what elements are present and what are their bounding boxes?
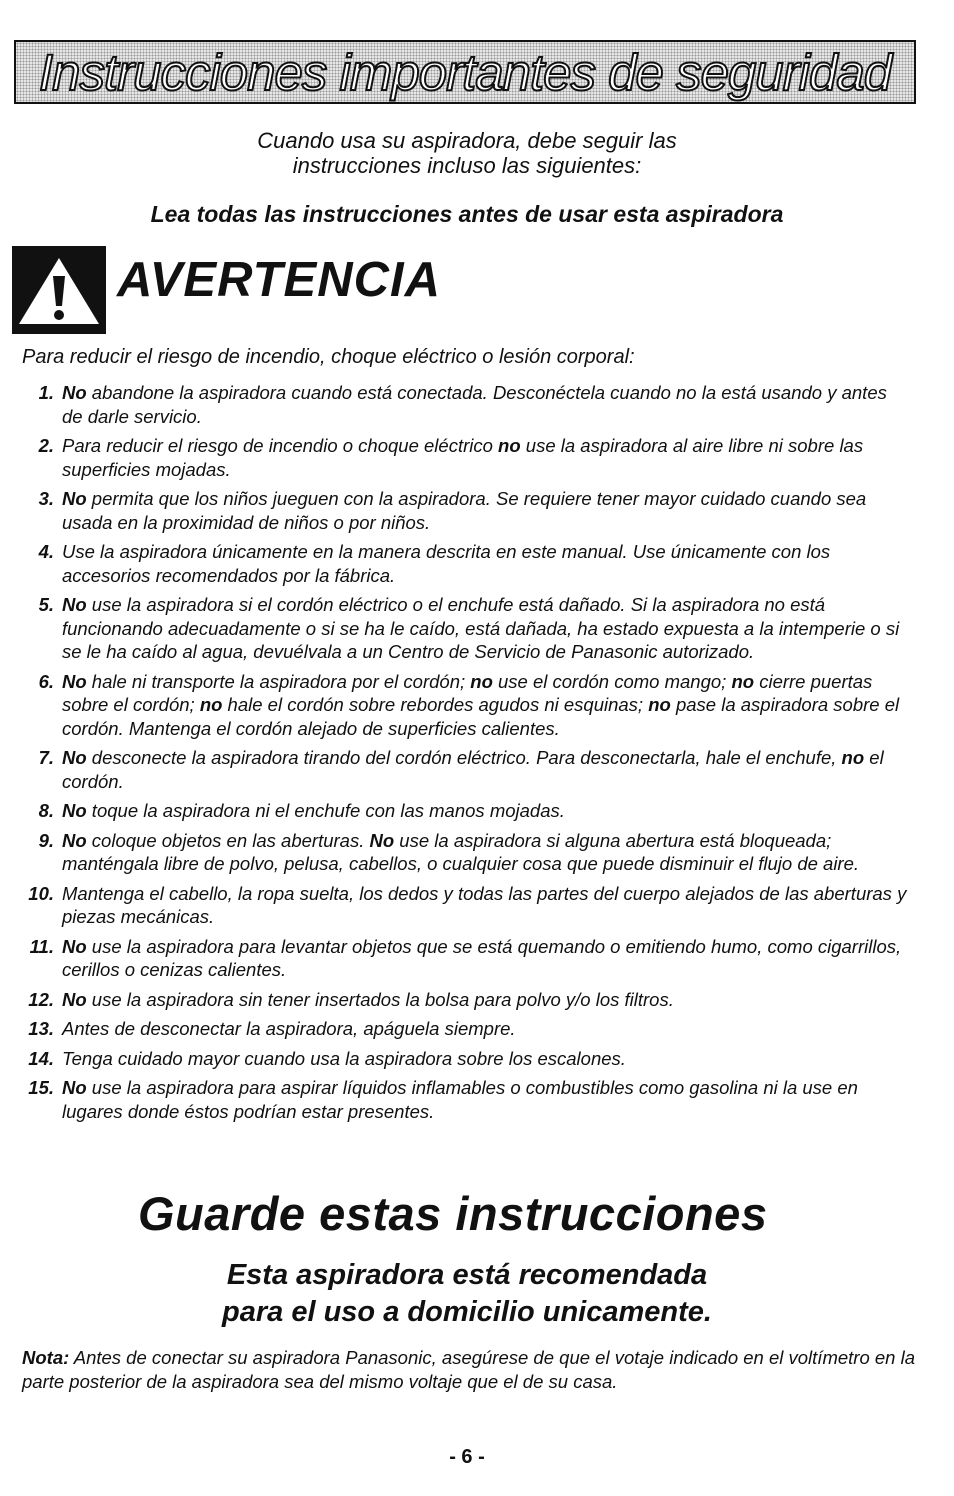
- item-number: 11.: [29, 935, 54, 957]
- item-number: 5.: [38, 594, 54, 615]
- item-text-segment: use la aspiradora si el cordón eléctrico o el enchufe está dañado. Si la aspiradora no está funcionando adecuadamente o si se ha le caído, está dañada, ha estado expuesta a la intemperie o si se le ha caído al agua, devuélvala a un Centro de Servicio de Panasonic autorizado.: [62, 594, 900, 662]
- household-use-heading: [0, 1257, 934, 1331]
- page-title: Instrucciones importantes de seguridad: [38, 43, 892, 101]
- list-item: [0, 829, 930, 876]
- item-text-segment: Mantenga el cabello, la ropa suelta, los dedos y todas las partes del cuerpo alejados de las aberturas y piezas mecánicas.: [62, 882, 907, 927]
- intro-line-2: instrucciones incluso las siguientes:: [292, 153, 642, 178]
- list-item: [0, 593, 930, 664]
- item-emphasis: no: [731, 670, 755, 692]
- item-number: 7.: [38, 747, 54, 768]
- household-use-line-1: Esta aspiradora está recomendada: [226, 1259, 708, 1291]
- item-text: [62, 935, 930, 982]
- item-text: [62, 799, 930, 823]
- item-emphasis: No: [62, 594, 87, 615]
- item-text-segment: toque la aspiradora ni el enchufe con las manos mojadas.: [86, 800, 565, 821]
- item-text: [62, 434, 930, 481]
- item-number: 12.: [28, 988, 54, 1010]
- item-number: 1.: [38, 382, 54, 403]
- item-text: [62, 487, 930, 534]
- item-text: [62, 1017, 930, 1041]
- item-text-segment: Tenga cuidado mayor cuando usa la aspiradora sobre los escalones.: [62, 1047, 626, 1069]
- intro-text: [0, 128, 934, 178]
- item-emphasis: no: [841, 747, 865, 768]
- note-text: Antes de conectar su aspiradora Panasonic, asegúrese de que el votaje indicado en el voltímetro en la parte posterior de la aspiradora sea del mismo voltaje que el de su casa.: [22, 1347, 915, 1392]
- list-item: [0, 670, 930, 741]
- item-text-segment: hale ni transporte la aspiradora por el cordón;: [86, 670, 471, 692]
- list-item: [0, 1017, 930, 1041]
- list-item: [0, 799, 930, 823]
- item-text-segment: use la aspiradora para aspirar líquidos inflamables o combustibles como gasolina ni la use en lugares donde éstos podrían estar presentes.: [62, 1077, 858, 1122]
- item-text: [62, 593, 930, 664]
- household-use-line-2: para el uso a domicilio unicamente.: [222, 1296, 712, 1328]
- item-emphasis: no: [199, 694, 223, 715]
- item-emphasis: no: [648, 694, 671, 715]
- read-all-heading: Lea todas las instrucciones antes de usar esta aspiradora: [150, 201, 784, 227]
- item-text: [62, 1076, 930, 1123]
- item-text-segment: abandone la aspiradora cuando está conectada. Desconéctela cuando no la está usando y antes de darle servicio.: [62, 382, 887, 427]
- item-emphasis: No: [62, 800, 87, 821]
- item-text-segment: desconecte la aspiradora tirando del cordón eléctrico. Para desconectarla, hale el enchufe,: [86, 747, 842, 768]
- item-text: [62, 1047, 930, 1071]
- list-item: [0, 1047, 930, 1071]
- item-text-segment: use la aspiradora si alguna abertura está bloqueada; manténgala libre de polvo, pelusa, cabellos, o cualquier cosa que puede disminuir el flujo de aire.: [62, 829, 860, 874]
- item-emphasis: No: [62, 1077, 87, 1098]
- list-item: [0, 487, 930, 534]
- list-item: [0, 882, 930, 929]
- item-emphasis: no: [470, 670, 493, 692]
- item-emphasis: No: [62, 488, 87, 509]
- item-emphasis: No: [62, 988, 87, 1010]
- list-item: [0, 988, 930, 1012]
- intro-line-1: Cuando usa su aspiradora, debe seguir las: [257, 128, 677, 153]
- item-text-segment: coloque objetos en las aberturas.: [86, 829, 370, 851]
- item-number: 3.: [38, 488, 54, 509]
- warning-triangle-icon: [12, 246, 106, 334]
- list-item: [0, 1076, 930, 1123]
- title-banner: [14, 40, 916, 104]
- item-text-segment: use la aspiradora sin tener insertados la bolsa para polvo y/o los filtros.: [86, 988, 674, 1010]
- item-text: [62, 381, 930, 428]
- item-text-segment: use el cordón como mango;: [492, 670, 732, 692]
- item-text: [62, 988, 930, 1012]
- safety-instructions-list: [0, 381, 930, 1129]
- item-number: 4.: [38, 541, 54, 562]
- warning-title: AVERTENCIA: [117, 253, 442, 307]
- item-text: [62, 882, 930, 929]
- item-number: 15.: [28, 1077, 54, 1098]
- item-text-segment: el cordón.: [62, 747, 884, 792]
- list-item: [0, 746, 930, 793]
- item-text-segment: permita que los niños jueguen con la aspiradora. Se requiere tener mayor cuidado cuando sea usada en la proximidad de niños o por niños.: [62, 488, 867, 533]
- item-text: [62, 540, 930, 587]
- item-number: 10.: [28, 882, 54, 904]
- item-text: [62, 829, 930, 876]
- list-item: [0, 540, 930, 587]
- item-text: [62, 746, 930, 793]
- item-text-segment: Para reducir el riesgo de incendio o choque eléctrico: [62, 435, 499, 456]
- voltage-note: [22, 1346, 922, 1393]
- item-emphasis: No: [62, 382, 87, 403]
- item-number: 8.: [38, 800, 54, 821]
- item-emphasis: No: [369, 829, 395, 851]
- item-text-segment: use la aspiradora para levantar objetos que se está quemando o emitiendo humo, como cigarrillos, cerillos o cenizas calientes.: [62, 935, 902, 980]
- save-instructions-heading: Guarde estas instrucciones: [138, 1187, 768, 1240]
- list-item: [0, 434, 930, 481]
- item-text-segment: cierre puertas sobre el cordón;: [62, 670, 873, 715]
- item-text-segment: Antes de desconectar la aspiradora, apáguela siempre.: [62, 1018, 516, 1039]
- item-text: [62, 670, 930, 741]
- item-text-segment: hale el cordón sobre rebordes agudos ni esquinas;: [222, 694, 649, 715]
- item-text-segment: Use la aspiradora únicamente en la manera descrita en este manual. Use únicamente con los accesorios recomendados por la fábrica.: [62, 541, 831, 586]
- note-label: Nota:: [22, 1347, 70, 1368]
- item-number: 9.: [38, 829, 54, 851]
- item-number: 13.: [28, 1018, 54, 1039]
- item-emphasis: No: [62, 747, 87, 768]
- page-number: - 6 -: [449, 1446, 485, 1468]
- item-number: 2.: [38, 435, 54, 456]
- item-text-segment: use la aspiradora al aire libre ni sobre las superficies mojadas.: [62, 435, 864, 480]
- list-item: [0, 935, 930, 982]
- item-emphasis: No: [62, 670, 87, 692]
- item-text-segment: pase la aspiradora sobre el cordón. Mantenga el cordón alejado de superficies calientes.: [62, 694, 900, 739]
- item-number: 14.: [28, 1047, 54, 1069]
- item-emphasis: no: [498, 435, 521, 456]
- item-emphasis: No: [62, 935, 87, 957]
- item-emphasis: No: [62, 829, 87, 851]
- warning-lead: Para reducir el riesgo de incendio, choque eléctrico o lesión corporal:: [22, 346, 635, 368]
- list-item: [0, 381, 930, 428]
- item-number: 6.: [38, 670, 54, 692]
